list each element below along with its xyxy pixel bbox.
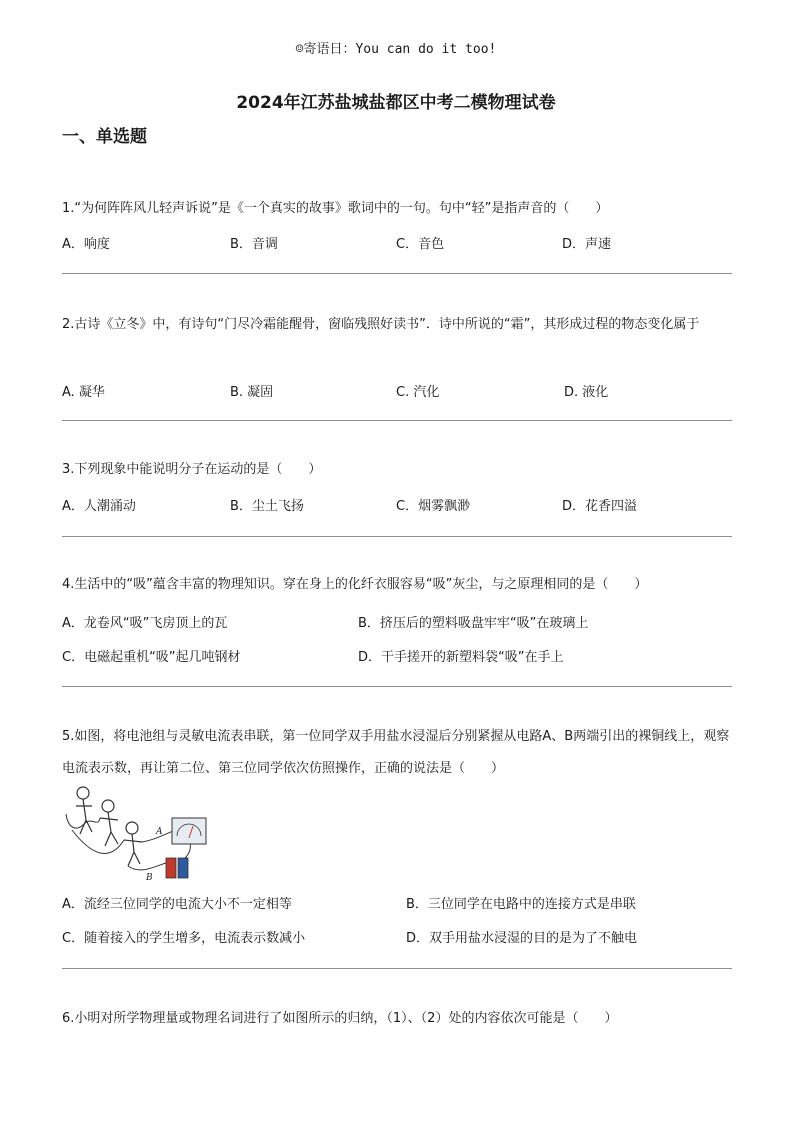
question-1-option-d[interactable]: D．声速	[562, 237, 612, 252]
copper-wire	[182, 842, 190, 860]
copper-wire	[128, 862, 170, 870]
question-1-text: 1.“为何阵阵风儿轻声诉说”是《一个真实的故事》歌词中的一句。句中“轻”是指声音的（ ）	[62, 201, 609, 216]
question-4-text: 4.生活中的“吸”蕴含丰富的物理知识。穿在身上的化纤衣服容易“吸”灰尘，与之原理相同的是（ ）	[62, 577, 648, 592]
question-4-option-d[interactable]: D．干手搓开的新塑料袋“吸”在手上	[358, 650, 564, 665]
divider	[62, 273, 732, 274]
question-4-option-a[interactable]: A．龙卷风“吸”飞房顶上的瓦	[62, 616, 228, 631]
question-3-option-b[interactable]: B．尘土飞扬	[230, 499, 304, 514]
question-2-option-c[interactable]: C. 汽化	[396, 385, 440, 400]
exam-title: 2024年江苏盐城盐都区中考二模物理试卷	[236, 93, 556, 113]
question-5-option-d[interactable]: D．双手用盐水浸湿的目的是为了不触电	[406, 931, 638, 946]
divider	[62, 420, 732, 421]
question-6-text: 6.小明对所学物理量或物理名词进行了如图所示的归纳，（1）、（2）处的内容依次可能是（ ）	[62, 1011, 618, 1026]
header-note: ☺寄语日：You can do it too!	[295, 42, 497, 57]
label-a: A	[156, 827, 163, 837]
battery-icon	[166, 858, 188, 878]
question-4-option-b[interactable]: B．挤压后的塑料吸盘牢牢“吸”在玻璃上	[358, 616, 589, 631]
question-2-option-b[interactable]: B. 凝固	[230, 385, 274, 400]
question-1-option-c[interactable]: C．音色	[396, 237, 445, 252]
question-3-text: 3.下列现象中能说明分子在运动的是（ ）	[62, 462, 322, 477]
question-5-option-b[interactable]: B．三位同学在电路中的连接方式是串联	[406, 897, 636, 912]
question-1-option-b[interactable]: B．音调	[230, 237, 278, 252]
question-2-option-a[interactable]: A. 凝华	[62, 385, 105, 400]
question-5-text: 5.如图，将电池组与灵敏电流表串联，第一位同学双手用盐水浸湿后分别紧握从电路A、B两端引出的裸铜线上，观察电流表示数，再让第二位、第三位同学依次仿照操作，正确的说法是（ ）	[62, 729, 730, 776]
question-2-option-d[interactable]: D. 液化	[564, 385, 609, 400]
label-b: B	[146, 873, 153, 883]
question-3-option-d[interactable]: D．花香四溢	[562, 499, 638, 514]
galvanometer-icon	[172, 818, 206, 844]
question-5-option-c[interactable]: C．随着接入的学生增多，电流表示数减小	[62, 931, 306, 946]
student-figure	[100, 800, 118, 846]
question-3-option-a[interactable]: A．人潮涌动	[62, 499, 136, 514]
divider	[62, 686, 732, 687]
divider	[62, 536, 732, 537]
question-3-option-c[interactable]: C．烟雾飘渺	[396, 499, 471, 514]
divider	[62, 968, 732, 969]
section-heading: 一、单选题	[62, 127, 147, 147]
question-5-option-a[interactable]: A．流经三位同学的电流大小不一定相等	[62, 897, 292, 912]
question-1-option-a[interactable]: A．响度	[62, 237, 110, 252]
question-2-text: 2.古诗《立冬》中，有诗句“门尽冷霜能醒骨，窗临残照好读书”．诗中所说的“霜”，其形成过程的物态变化属于	[62, 317, 700, 332]
circuit-figure	[62, 784, 212, 884]
student-figure	[124, 822, 142, 866]
student-figure	[76, 787, 92, 834]
question-4-option-c[interactable]: C．电磁起重机“吸”起几吨钢材	[62, 650, 241, 665]
